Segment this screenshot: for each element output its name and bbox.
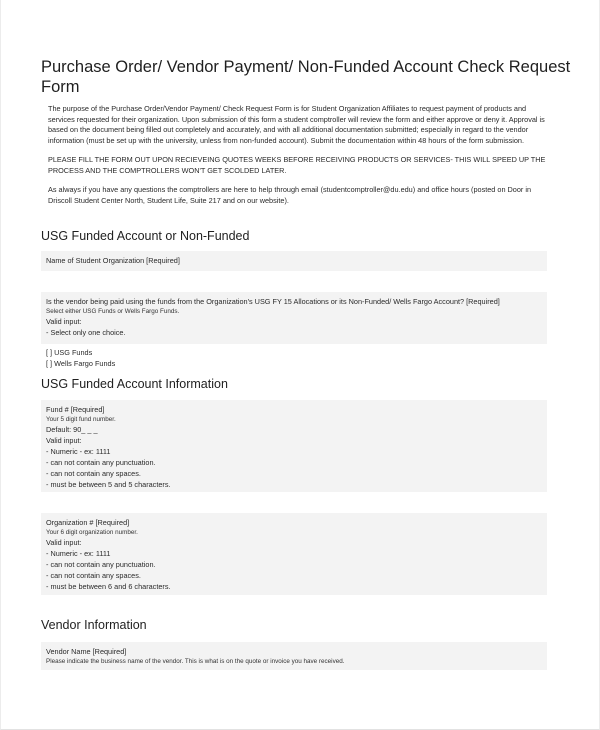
fund-number-field[interactable] <box>41 400 547 492</box>
org-number-label: Organization # [Required] <box>46 518 130 527</box>
intro-warning: PLEASE FILL THE FORM OUT UPON RECIEVEING QUOTES WEEKS BEFORE RECEIVING PRODUCTS OR SERVICES- THIS WILL SPEED UP THE PROCESS AND THE COMPTROLLERS WON'T GET SCOLDED LATER. <box>48 155 546 175</box>
org-number-rule: - Numeric - ex: 1111 <box>46 549 111 558</box>
intro-purpose: The purpose of the Purchase Order/Vendor Payment/ Check Request Form is for Student Organization Affiliates to request payment of products and services requested for their organization. Upon submission of this form a student comptroller will review the form and either approve or deny it. Approval is based on the document being filled out completely and accurately, and with all additional documentation submitted; especially in regard to the vendor information (must be set up with the university, unless from non-funded account). Submit the documentation within 48 hours of the form submission. <box>48 104 545 145</box>
fund-number-label: Fund # [Required] <box>46 405 105 414</box>
fund-number-rule: - must be between 5 and 5 characters. <box>46 480 171 489</box>
checkbox-wells-fargo-funds[interactable]: [ ] <box>46 359 53 368</box>
vendor-name-field[interactable] <box>41 642 547 670</box>
vendor-paid-help: Select either USG Funds or Wells Fargo Funds. <box>46 308 180 315</box>
option-wells-fargo-funds-label: Wells Fargo Funds <box>54 359 116 368</box>
option-usg-funds-label: USG Funds <box>54 348 93 357</box>
checkbox-usg-funds[interactable]: [ ] <box>46 348 53 357</box>
option-usg-funds[interactable] <box>46 347 546 358</box>
org-number-rule: - can not contain any punctuation. <box>46 560 156 569</box>
vendor-paid-question: Is the vendor being paid using the funds from the Organization's USG FY 15 Allocations or its Non-Funded/ Wells Fargo Account? [Required] <box>46 297 500 306</box>
section-heading-vendor: Vendor Information <box>41 618 147 632</box>
org-name-label: Name of Student Organization [Required] <box>46 256 180 265</box>
vendor-paid-valid-label: Valid input: <box>46 317 82 326</box>
funds-options <box>46 347 546 369</box>
fund-number-default: Default: 90_ _ _ <box>46 425 98 434</box>
section-heading-usg-info: USG Funded Account Information <box>41 377 228 391</box>
vendor-paid-field <box>41 292 547 344</box>
org-number-field[interactable] <box>41 513 547 595</box>
vendor-paid-valid-rule: - Select only one choice. <box>46 328 126 337</box>
section-heading-usg-funded: USG Funded Account or Non-Funded <box>41 229 250 243</box>
fund-number-rule: - Numeric - ex: 1111 <box>46 447 111 456</box>
vendor-name-help: Please indicate the business name of the vendor. This is what is on the quote or invoice you have received. <box>46 658 345 665</box>
option-wells-fargo-funds[interactable] <box>46 358 546 369</box>
intro-block <box>48 104 548 215</box>
fund-number-rule: - can not contain any spaces. <box>46 469 141 478</box>
vendor-name-label: Vendor Name [Required] <box>46 647 127 656</box>
org-number-rule: - can not contain any spaces. <box>46 571 141 580</box>
page-title: Purchase Order/ Vendor Payment/ Non-Funded Account Check Request Form <box>41 58 571 96</box>
org-number-help: Your 6 digit organization number. <box>46 529 138 536</box>
org-name-field[interactable] <box>41 251 547 271</box>
intro-contact: As always if you have any questions the comptrollers are here to help through email (studentcomptroller@du.edu) and office hours (posted on Door in Driscoll Student Center North, Student Life, Suite 217 and on our website). <box>48 185 532 205</box>
fund-number-rule: - can not contain any punctuation. <box>46 458 156 467</box>
fund-number-help: Your 5 digit fund number. <box>46 416 116 423</box>
fund-number-valid-label: Valid input: <box>46 436 82 445</box>
org-number-valid-label: Valid input: <box>46 538 82 547</box>
org-number-rule: - must be between 6 and 6 characters. <box>46 582 171 591</box>
